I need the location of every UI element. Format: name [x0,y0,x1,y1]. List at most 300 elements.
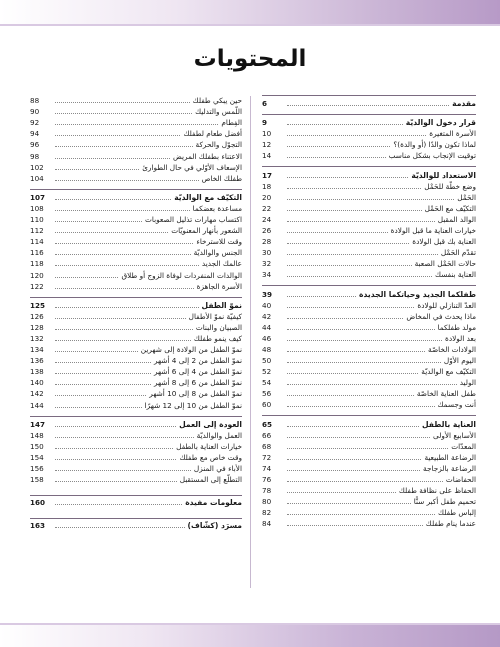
toc-entry[interactable] [262,150,476,161]
toc-entry[interactable] [30,463,242,474]
dot-leader [287,448,448,449]
toc-page-number: 94 [30,129,40,139]
toc-page-number: 88 [30,96,40,106]
toc-entry[interactable] [262,128,476,139]
toc-entry[interactable] [262,322,476,333]
dot-leader [287,351,425,352]
toc-page-number: 56 [262,389,272,399]
toc-page-number: 122 [30,281,44,291]
toc-entry[interactable] [30,388,242,399]
toc-entry[interactable] [30,399,242,410]
toc-page-number: 65 [262,419,273,429]
dot-leader [55,180,199,181]
toc-page-number: 132 [30,333,44,343]
toc-section [30,518,242,531]
toc-entry-title: مقدمة [452,99,476,109]
toc-entry-title: العناية بك قبل الولادة [412,237,476,247]
toc-entry[interactable] [262,181,476,192]
toc-entry[interactable] [30,322,242,333]
toc-entry-title: العودة إلى العمل [179,419,242,429]
toc-entry-title: حالات الحَمْل الصعبة [414,259,476,269]
toc-page-number: 140 [30,378,44,388]
toc-entry[interactable] [30,311,242,322]
toc-entry[interactable] [30,247,242,258]
toc-entry[interactable] [262,258,476,269]
toc-entry-title: نموّ الطفل من الولادة إلى شهرين [140,345,242,355]
toc-entry-title: التكيّف مع الوالديّة [174,192,242,202]
toc-page-number: 144 [30,400,44,410]
toc-entry[interactable] [262,507,476,518]
toc-page-number: 32 [262,259,272,269]
toc-section-heading[interactable] [262,98,476,109]
toc-entry-title: الولادات الخاصّة [428,344,476,354]
toc-section [30,416,242,486]
dot-leader [55,135,180,136]
toc-entry[interactable] [30,344,242,355]
dot-leader [55,426,176,427]
toc-entry[interactable] [262,192,476,203]
toc-entry-title: الفِطام [221,118,242,128]
toc-section-heading[interactable] [262,418,476,429]
dot-leader [55,221,142,222]
toc-entry-title: الرضاعة الطبيعية [424,452,476,462]
toc-entry-title: الصبيان والبنات [195,322,242,332]
toc-section-heading[interactable] [30,192,242,203]
toc-page-number: 54 [262,378,272,388]
dot-leader [287,492,396,493]
toc-page-number: 108 [30,203,44,213]
dot-leader [287,437,430,438]
toc-entry-title: نموّ الطفل [201,300,242,310]
toc-entry[interactable] [262,377,476,388]
dot-leader [55,318,186,319]
toc-page-number: 104 [30,173,44,183]
dot-leader [55,329,193,330]
dot-leader [287,243,409,244]
toc-entry-title: الشعور بأنهار المعنويّات [171,226,242,236]
toc-page-number: 148 [30,430,44,440]
toc-page-number: 98 [30,151,40,161]
toc-section [262,166,476,280]
toc-entry-title: نموّ الطفل من 6 إلى 8 أشهر [153,378,242,388]
toc-entry[interactable] [30,281,242,292]
toc-page-number: 128 [30,322,44,332]
dot-leader [287,199,454,200]
toc-page-number: 74 [262,463,272,473]
dot-leader [287,221,435,222]
toc-entry[interactable] [262,203,476,214]
toc-section-heading[interactable] [30,518,242,531]
dot-leader [287,384,457,385]
toc-entry-title: التكيّف مع الحَمْل [424,203,476,213]
toc-page-number: 102 [30,162,44,172]
toc-page-number: 154 [30,452,44,462]
dot-leader [55,288,194,289]
dot-leader [287,135,426,136]
toc-entry-title: المعدّات [451,441,476,451]
toc-page-number: 76 [262,475,272,484]
toc-page-number: 34 [262,270,272,280]
toc-page-number: 52 [262,367,272,377]
dot-leader [287,395,414,396]
toc-page-number: 12 [262,140,272,150]
dot-leader [287,373,418,374]
toc-page-number: 134 [30,345,44,355]
toc-section [30,495,242,508]
dot-leader [287,105,449,106]
dot-leader [287,406,435,407]
dot-leader [55,373,151,374]
toc-page-number: 68 [262,441,272,451]
toc-entry-title: معلومات مفيدة [185,498,242,508]
toc-page-number: 107 [30,192,46,202]
dot-leader [287,124,403,125]
toc-page-number: 147 [30,419,46,429]
toc-page-number: 72 [262,452,272,462]
toc-page-number: 22 [262,203,272,213]
toc-page-number: 78 [262,486,272,496]
dot-leader [287,514,435,515]
toc-section [262,415,476,529]
toc-entry-title: كيفيّة نموّ الأطفال [188,311,242,321]
toc-entry-title: نموّ الطفل من 8 إلى 10 أشهر [149,389,242,399]
toc-entry-title: تقدّم الحَمْل [440,248,476,258]
toc-entry-title: الاستعداد للوالديّة [411,170,476,180]
toc-entry-title: توقيت الإنجاب بشكل مناسب [388,151,476,161]
toc-entry[interactable] [262,430,476,441]
toc-entry-title: العمل والوالديّة [196,430,242,440]
toc-entry-title: خيارات العناية ما قبل الولادة [390,226,476,236]
dot-leader [287,525,423,526]
toc-entry[interactable] [262,441,476,452]
toc-entry[interactable] [262,496,476,507]
dot-leader [287,146,390,147]
dot-leader [287,340,442,341]
toc-entry-title: عندما ينام طفلك [425,519,476,529]
toc-section-heading[interactable] [30,300,242,311]
toc-entry[interactable] [262,355,476,366]
toc-entry-title: الوالد المقبل [437,214,476,224]
toc-entry[interactable] [30,139,242,150]
dot-leader [287,318,403,319]
dot-leader [55,470,191,471]
toc-page-number: 160 [30,498,46,508]
toc-entry-title: عالمك الجديد [201,259,242,269]
toc-entry-title: الحَمْل [457,192,476,202]
toc-section [262,285,476,410]
toc-entry[interactable] [262,225,476,236]
toc-entry[interactable] [30,214,242,225]
dot-leader [287,232,388,233]
top-decorative-band [0,0,500,24]
toc-left-column [30,95,242,531]
dot-leader [55,437,194,438]
toc-page-number: 118 [30,259,44,269]
toc-entry[interactable] [30,95,242,106]
toc-entry-title: الاعتناء بطفلك المريض [173,151,242,161]
toc-entry-title: اليوم الأوّل [443,356,476,366]
toc-page-number: 20 [262,192,272,202]
toc-page-number: 24 [262,214,272,224]
toc-entry-title: الرضاعة بالزجاجة [423,463,476,473]
toc-entry[interactable] [262,247,476,258]
toc-entry-title: طفلك الخاص [201,173,242,183]
toc-entry-title: نموّ الطفل من 10 إلى 12 شهرًا [144,400,242,410]
toc-entry[interactable] [30,355,242,366]
toc-entry-title: خيارات العناية بالطفل [176,441,242,451]
toc-entry[interactable] [30,150,242,161]
toc-page-number: 26 [262,226,272,236]
toc-right-column [262,95,476,529]
toc-entry-title: الإسعاف الأوّلي في حال الطوارئ [142,162,242,172]
page-title: المحتويات [193,46,307,72]
toc-section-heading[interactable] [262,288,476,299]
toc-section [30,95,242,184]
toc-entry-title: العناية بنفسك [434,270,476,280]
toc-page-number: 40 [262,300,272,310]
dot-leader [287,329,435,330]
dot-leader [55,340,191,341]
toc-entry-title: نموّ الطفل من 4 إلى 6 أشهر [153,367,242,377]
dot-leader [55,232,168,233]
toc-entry[interactable] [30,173,242,184]
dot-leader [287,177,408,178]
toc-page-number: 142 [30,389,44,399]
toc-entry-title: أنت وجسمك [437,400,476,410]
toc-page-number: 114 [30,237,44,247]
dot-leader [55,158,170,159]
toc-entry-title: التجوّل والحركة [195,140,242,150]
toc-entry-title: تحميم طفل أكبر سنًّا [413,497,476,507]
toc-entry[interactable] [262,388,476,399]
toc-page-number: 158 [30,475,44,485]
toc-entry-title: الأسرة الجاهزة [196,281,242,291]
toc-page-number: 17 [262,170,273,180]
dot-leader [287,503,411,504]
toc-page-number: 92 [30,118,40,128]
toc-entry[interactable] [30,236,242,247]
toc-entry-title: مساعدة بعضكما [192,203,242,213]
toc-page-number: 163 [30,521,46,531]
toc-entry[interactable] [30,333,242,344]
toc-entry-title: كيف ينمو طفلك [193,333,242,343]
toc-page-number: 66 [262,430,272,440]
toc-entry[interactable] [30,162,242,173]
toc-entry-title: مسرَد (كشّاف) [187,521,242,531]
toc-entry[interactable] [262,311,476,322]
toc-page-number: 156 [30,464,44,473]
toc-page-number: 125 [30,300,46,310]
toc-page-number: 10 [262,129,272,139]
dot-leader [287,254,438,255]
toc-entry[interactable] [262,366,476,377]
dot-leader [55,124,218,125]
toc-entry[interactable] [30,106,242,117]
toc-entry[interactable] [262,518,476,529]
dot-leader [287,210,422,211]
toc-entry[interactable] [262,485,476,496]
dot-leader [55,407,142,408]
toc-entry-title: الجنس والوالديّة [193,248,242,258]
toc-page-number: 18 [262,181,272,191]
dot-leader [55,277,118,278]
dot-leader [55,384,151,385]
bottom-decorative-band [0,625,500,647]
toc-page-number: 136 [30,356,44,366]
toc-entry[interactable] [30,441,242,452]
toc-entry-title: ماذا يحدث في المخاض [406,311,476,321]
dot-leader [287,296,356,297]
dot-leader [55,504,182,505]
toc-entry[interactable] [262,474,476,485]
toc-entry-title: بعد الولادة [445,333,476,343]
toc-page-number: 112 [30,226,44,236]
toc-entry-title: حين يبكي طفلك [192,96,242,106]
toc-entry-title: طفل العناية الخاصّة [416,389,476,399]
dot-leader [55,102,190,103]
toc-entry[interactable] [262,333,476,344]
toc-page-number: 60 [262,400,272,410]
toc-entry-title: العناية بالطفل [422,419,476,429]
dot-leader [55,113,192,114]
toc-entry[interactable] [30,225,242,236]
toc-entry-title: التطلّع إلى المستقبل [179,475,242,485]
toc-page-number: 42 [262,311,272,321]
dot-leader [55,395,146,396]
toc-page-number: 116 [30,248,44,258]
dot-leader [287,265,412,266]
toc-page-number: 46 [262,333,272,343]
dot-leader [55,254,191,255]
toc-entry-title: أفضل طعام لطفلك [183,129,242,139]
toc-entry-title: العدّ التنازلي للولادة [417,300,476,310]
toc-entry-title: اللّمس والتدليك [195,107,242,117]
toc-page-number: 110 [30,215,44,225]
toc-entry-title: مولد طفلكما [437,322,476,332]
toc-entry[interactable] [262,399,476,410]
dot-leader [55,448,173,449]
toc-entry-title: اكتساب مهارات تذليل الصعوبات [145,215,242,225]
toc-page-number: 150 [30,441,44,451]
dot-leader [55,146,193,147]
dot-leader [55,169,139,170]
dot-leader [55,362,151,363]
dot-leader [287,481,443,482]
dot-leader [287,459,421,460]
dot-leader [55,210,190,211]
toc-entry[interactable] [30,377,242,388]
toc-page-number: 28 [262,237,272,247]
dot-leader [55,351,138,352]
toc-entry[interactable] [30,474,242,485]
dot-leader [287,276,432,277]
toc-section-heading[interactable] [30,495,242,508]
toc-entry-title: طفلكما الجديد وحياتكما الجديدة [359,289,476,299]
toc-section-heading[interactable] [262,169,476,180]
toc-section-heading[interactable] [30,419,242,430]
dot-leader [55,481,177,482]
dot-leader [287,188,421,189]
toc-entry[interactable] [30,452,242,463]
toc-entry[interactable] [262,452,476,463]
toc-entry[interactable] [262,269,476,280]
dot-leader [55,199,171,200]
toc-entry[interactable] [30,128,242,139]
toc-entry-title: الحفاظ على نظافة طفلك [398,486,476,496]
toc-page-number: 50 [262,356,272,366]
toc-section [30,189,242,292]
dot-leader [55,307,199,308]
toc-entry-title: إلباس طفلك [438,508,476,518]
dot-leader [287,307,414,308]
dot-leader [287,157,386,158]
toc-entry-title: وضع خطّة للحَمْل [424,181,476,191]
toc-page-number: 120 [30,270,44,280]
toc-entry[interactable] [262,463,476,474]
toc-entry-title: الوليد [459,378,476,388]
toc-entry-title: الوالدات المنفردات لوفاة الزوج أو طلاق [121,270,242,280]
toc-page-number: 96 [30,140,40,150]
toc-page-number: 30 [262,248,272,258]
toc-entry-title: الأسابيع الأولى [433,430,476,440]
toc-entry-title: نموّ الطفل من 2 إلى 4 أشهر [153,356,242,366]
toc-entry[interactable] [262,139,476,150]
toc-entry[interactable] [30,203,242,214]
toc-entry-title: الحفاضات [445,475,476,484]
dot-leader [55,243,193,244]
toc-entry[interactable] [262,214,476,225]
toc-entry[interactable] [30,258,242,269]
toc-page-number: 39 [262,289,273,299]
toc-page-number: 44 [262,322,272,332]
toc-entry-title: الأسرة المتغيرة [429,129,476,139]
toc-section [262,95,476,109]
toc-entry-title: التكيّف مع الوالديّة [421,367,476,377]
dot-leader [287,470,420,471]
toc-page-number: 82 [262,508,272,518]
toc-entry[interactable] [30,117,242,128]
toc-page-number: 6 [262,99,268,109]
top-band-rule [0,24,500,26]
toc-entry-title: لماذا تكون والدًا (أو والدة)؟ [393,140,476,150]
toc-page-number: 126 [30,311,44,321]
toc-entry[interactable] [30,269,242,280]
toc-entry[interactable] [262,300,476,311]
toc-page-number: 48 [262,344,272,354]
toc-page-number: 138 [30,367,44,377]
toc-entry[interactable] [262,236,476,247]
toc-page-number: 90 [30,107,40,117]
toc-entry-title: وقت خاص مع طفلك [179,452,242,462]
dot-leader [55,265,199,266]
toc-entry-title: الأباء في المنزل [193,464,242,473]
toc-entry[interactable] [30,366,242,377]
dot-leader [55,459,176,460]
toc-section-heading[interactable] [262,117,476,128]
dot-leader [287,426,419,427]
toc-entry-title: وقت للاسترخاء [196,237,242,247]
toc-page-number: 84 [262,519,272,529]
toc-entry[interactable] [30,430,242,441]
toc-section [30,297,242,411]
toc-page-number: 80 [262,497,272,507]
toc-page-number: 9 [262,118,268,128]
toc-entry-title: قرار دخول الوالديّة [405,118,476,128]
dot-leader [287,362,441,363]
toc-entry[interactable] [262,344,476,355]
dot-leader [55,527,185,528]
toc-section [262,114,476,161]
